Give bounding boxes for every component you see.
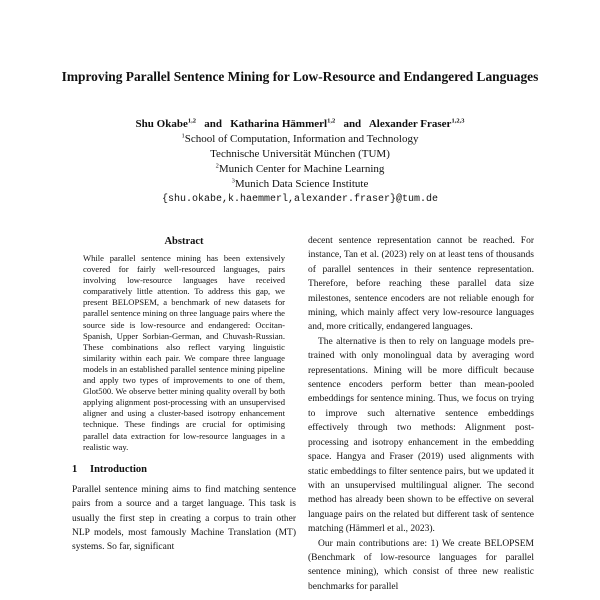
author-affiliation-marks: 1,2 <box>187 117 196 125</box>
affiliation-mark: 3 <box>231 177 235 185</box>
abstract-heading: Abstract <box>164 236 204 247</box>
affiliation-mark: 1 <box>181 132 185 140</box>
affiliation-line <box>60 147 540 162</box>
author-affiliation-marks: 1,2 <box>327 117 336 125</box>
author-name: Katharina Hämmerl <box>230 118 328 130</box>
paper-title: Improving Parallel Sentence Mining for Low-Resource and Endangered Languages <box>61 69 539 84</box>
abstract-text: While parallel sentence mining has been extensively covered for fairly well-resourced languages, pairs involving low-resource languages have received comparatively little attention. To address this gap, we present BELOPSEM, a benchmark of new datasets for parallel sentence mining on three language pairs where the source side is low-resource and endangered: Occitan-Spanish, Upper Sorbian-German, and Chuvash-Russian. These combinations also reflect varying linguistic similarity within each pair. We compare three language models in an established parallel sentence mining pipeline and apply two types of improvements to one of them, Glot500. We observe better mining quality overall by both applying alignment post-processing with an unsupervised aligner and using a cluster-based isotropy enhancement technique. These findings are crucial for optimising parallel data extraction for low-resource languages in a realistic way. <box>83 253 285 452</box>
body-paragraph: decent sentence representation cannot be reached. For instance, Tan et al. (2023) rely on at least tens of thousands of parallel sentences in their sentence representation. Therefore, before reaching these parallel data size milestones, sentence encoders are not reliable enough for mining, which mainly affect very low-resource languages and, more critically, endangered languages. <box>308 236 534 333</box>
body-paragraph: The alternative is then to rely on language models pre-trained with only monolingual data by averaging word representations. Mining will be more difficult because sentence encoders perform better than mean-pooled embeddings for sentence mining. Thus, we focus on trying to improve such alternative sentence embeddings effectively through two methods: Alignment post-processing and isotropy enhancement in the embedding space. Hangya and Fraser (2019) used alignments with static embeddings to filter sentence pairs, but we updated it with an unsupervised multilingual aligner. The second method has already been shown to be effective on several language pairs on the related but different task of sentence matching (Hämmerl et al., 2023). <box>308 336 534 535</box>
affiliation-line <box>60 132 540 147</box>
left-column <box>72 235 296 555</box>
author-separator: and <box>343 118 362 130</box>
affiliation-text: Munich Data Science Institute <box>234 178 369 190</box>
section-number: 1 <box>72 463 78 475</box>
author-affiliation-marks: 1,2,3 <box>451 117 465 125</box>
affiliation-mark: 2 <box>215 162 219 170</box>
affiliation-text: School of Computation, Information and Technology <box>184 133 419 145</box>
right-column <box>308 234 534 594</box>
author-name: Alexander Fraser <box>368 118 452 130</box>
author-block <box>60 117 540 207</box>
section-title: Introduction <box>90 463 147 475</box>
author-separator: and <box>204 118 222 130</box>
section-heading-introduction <box>72 463 296 477</box>
affiliation-text: Technische Universität München (TUM) <box>210 148 390 160</box>
author-name: Shu Okabe <box>135 118 188 130</box>
affiliation-text: Munich Center for Machine Learning <box>218 163 385 175</box>
affiliation-line <box>60 162 540 177</box>
author-emails[interactable]: {shu.okabe,k.haemmerl,alexander.fraser}@tum.de <box>161 194 439 205</box>
affiliation-line <box>60 177 540 192</box>
author-names <box>60 117 540 132</box>
introduction-paragraph: Parallel sentence mining aims to find matching sentence pairs from a source and a target language. This task is usually the first step in creating a corpus to train other NLP models, most famously Machine Translation (MT) systems. So far, significant <box>72 484 296 553</box>
body-paragraph: Our main contributions are: 1) We create BELOPSEM (Benchmark of low-resource languages for parallel sentence mining), which consist of three new realistic benchmarks for parallel <box>308 538 534 592</box>
